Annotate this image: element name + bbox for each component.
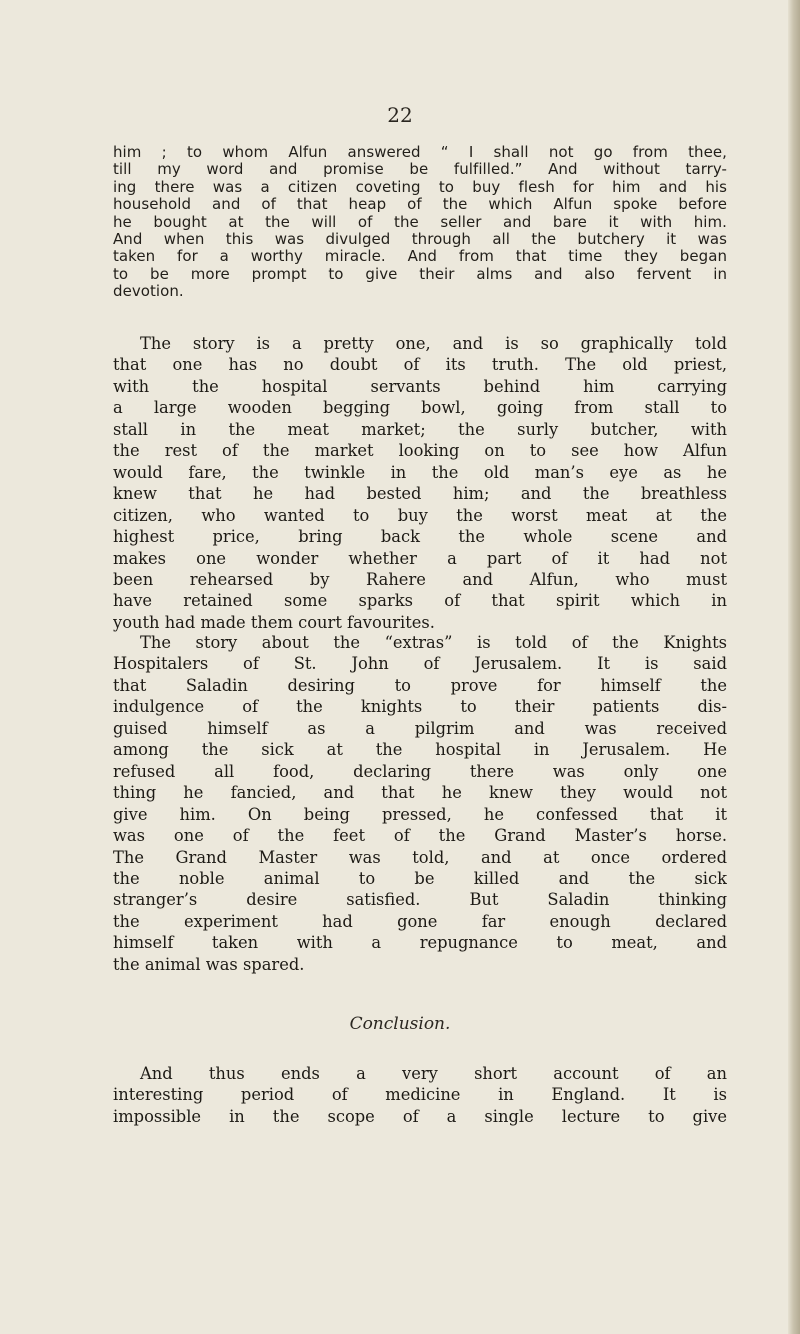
paragraph-line: The Grand Master was told, and at once ordered — [113, 847, 727, 867]
paragraph-line: guised himself as a pilgrim and was received — [113, 718, 727, 738]
paragraph-line: refused all food, declaring there was only one — [113, 761, 727, 781]
paragraph-line: the animal was spared. — [113, 954, 305, 974]
paragraph-line: impossible in the scope of a single lecture to give — [113, 1106, 727, 1126]
paragraph-line: interesting period of medicine in England. It is — [113, 1085, 727, 1105]
paragraph-line: with the hospital servants behind him carrying — [113, 376, 727, 396]
page-number: 22 — [387, 103, 413, 127]
paragraph-line: citizen, who wanted to buy the worst meat at the — [113, 505, 727, 525]
paragraph-line: would fare, the twinkle in the old man’s eye as he — [113, 462, 727, 482]
paragraph-line: the rest of the market looking on to see how Alfun — [113, 441, 727, 461]
paragraph-line: makes one wonder whether a part of it had not — [113, 548, 727, 568]
paragraph-conclusion — [113, 1063, 727, 1127]
paragraph-line: The story about the “extras” is told of the Knights — [140, 633, 727, 652]
paragraph-line: give him. On being pressed, he confessed that it — [113, 804, 727, 824]
paragraph-line: have retained some sparks of that spirit which in — [113, 591, 727, 611]
paragraph-line: stranger’s desire satisfied. But Saladin thinking — [113, 890, 727, 910]
page-edge-shadow — [788, 0, 800, 1334]
paragraph-line: himself taken with a repugnance to meat, and — [113, 933, 727, 953]
paragraph-line: thing he fancied, and that he knew they would not — [113, 783, 727, 803]
quote-line: he bought at the will of the seller and bare it with him. — [113, 213, 727, 231]
section-heading: Conclusion. — [349, 1014, 451, 1034]
paragraph-line: highest price, bring back the whole scene and — [113, 527, 727, 547]
quoted-passage — [113, 144, 727, 301]
quote-line: household and of that heap of the which Alfun spoke before — [113, 196, 727, 214]
paragraph-line: been rehearsed by Rahere and Alfun, who must — [113, 569, 727, 589]
quote-line: And when this was divulged through all the butchery it was — [113, 231, 727, 249]
paragraph-line: indulgence of the knights to their patients dis- — [113, 697, 727, 717]
quote-line: him ; to whom Alfun answered “ I shall not go from thee, — [113, 144, 727, 161]
quote-line: till my word and promise be fulfilled.” And without tarry- — [113, 161, 727, 179]
paragraph-line: And thus ends a very short account of an — [140, 1064, 727, 1083]
paragraph-story — [113, 333, 727, 633]
paragraph-line: the noble animal to be killed and the sick — [113, 868, 727, 888]
paragraph-line: Hospitalers of St. John of Jerusalem. It is said — [113, 654, 727, 674]
paragraph-line: the experiment had gone far enough declared — [113, 911, 727, 931]
quote-line: to be more prompt to give their alms and also fervent in — [113, 265, 727, 283]
paragraph-line: that Saladin desiring to prove for himself the — [113, 675, 727, 695]
quote-line: devotion. — [113, 283, 184, 301]
paragraph-line: was one of the feet of the Grand Master’s horse. — [113, 826, 727, 846]
quote-line: taken for a worthy miracle. And from that time they began — [113, 248, 727, 266]
paragraph-line: youth had made them court favourites. — [113, 612, 435, 632]
paragraph-line: knew that he had bested him; and the breathless — [113, 484, 727, 504]
quote-line: ing there was a citizen coveting to buy flesh for him and his — [113, 178, 727, 196]
paragraph-line: The story is a pretty one, and is so graphically told — [140, 334, 727, 353]
paragraph-line: that one has no doubt of its truth. The old priest, — [113, 355, 727, 375]
paragraph-saladin — [113, 632, 727, 975]
paragraph-line: a large wooden begging bowl, going from stall to — [113, 398, 727, 418]
paragraph-line: stall in the meat market; the surly butcher, with — [113, 419, 727, 439]
paragraph-line: among the sick at the hospital in Jerusalem. He — [113, 740, 727, 760]
